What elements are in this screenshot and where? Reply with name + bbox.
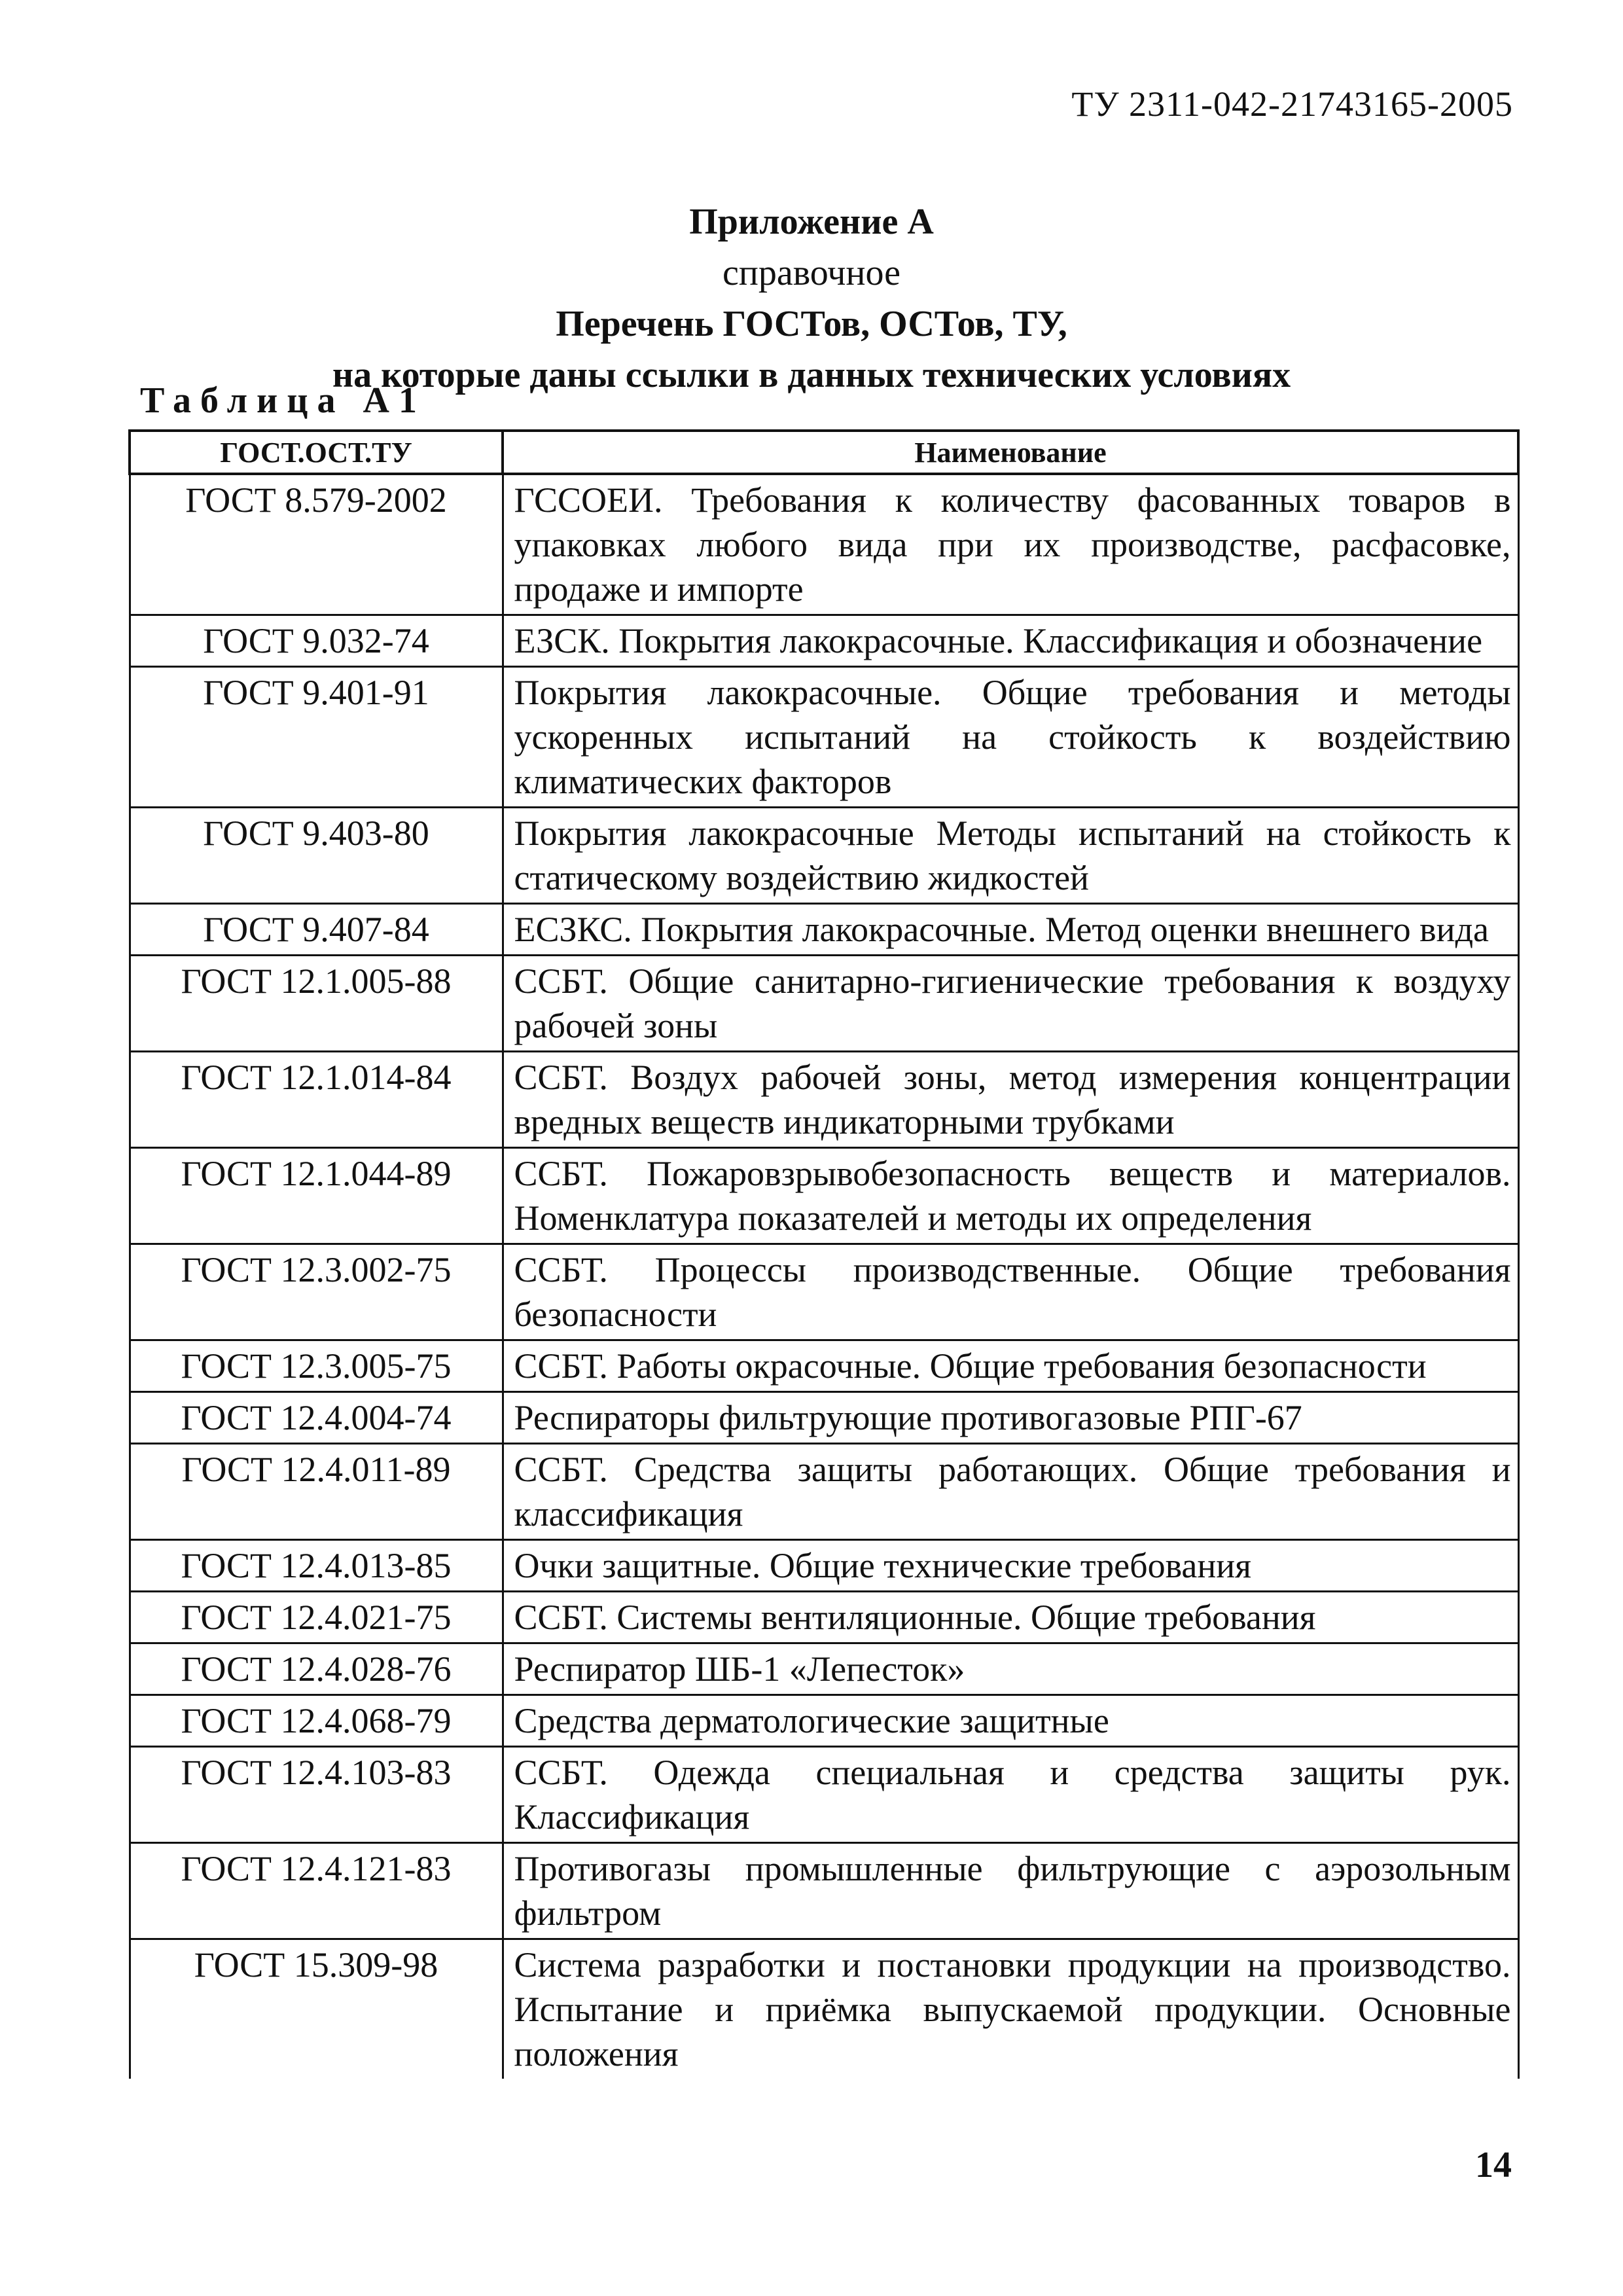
appendix-title: Приложение А — [689, 202, 934, 242]
standard-code: ГОСТ 12.4.021-75 — [130, 1592, 503, 1643]
table-row — [130, 1695, 1518, 1747]
table-label: Таблица А1 — [140, 380, 426, 421]
table-row — [130, 1540, 1518, 1592]
standard-code: ГОСТ 12.3.002-75 — [130, 1244, 503, 1340]
appendix-kind: справочное — [722, 253, 901, 293]
standard-name: ЕСЗКС. Покрытия лакокрасочные. Метод оценки внешнего вида — [503, 904, 1518, 956]
standard-name: ССБТ. Одежда специальная и средства защиты рук. Классификация — [503, 1747, 1518, 1843]
standard-name: Респиратор ШБ-1 «Лепесток» — [503, 1643, 1518, 1695]
list-title-line-1: Перечень ГОСТов, ОСТов, ТУ, — [556, 304, 1067, 344]
standard-code: ГОСТ 12.1.044-89 — [130, 1148, 503, 1244]
table-row — [130, 1148, 1518, 1244]
standard-name: ССБТ. Системы вентиляционные. Общие требования — [503, 1592, 1518, 1643]
standard-name: ГССОЕИ. Требования к количеству фасованных товаров в упаковках любого вида при их производстве, расфасовке, продаже и импорте — [503, 474, 1518, 615]
standard-code: ГОСТ 12.1.014-84 — [130, 1052, 503, 1148]
standard-name: ЕЗСК. Покрытия лакокрасочные. Классификация и обозначение — [503, 615, 1518, 667]
standard-name: Покрытия лакокрасочные. Общие требования и методы ускоренных испытаний на стойкость к воздействию климатических факторов — [503, 667, 1518, 808]
standard-code: ГОСТ 9.032-74 — [130, 615, 503, 667]
table-row — [130, 1939, 1518, 2079]
standard-code: ГОСТ 15.309-98 — [130, 1939, 503, 2079]
standard-code: ГОСТ 12.3.005-75 — [130, 1340, 503, 1392]
standard-name: ССБТ. Общие санитарно-гигиенические требования к воздуху рабочей зоны — [503, 956, 1518, 1052]
standard-name: Противогазы промышленные фильтрующие с аэрозольным фильтром — [503, 1843, 1518, 1939]
column-header-name: Наименование — [503, 431, 1518, 474]
column-header-code: ГОСТ.ОСТ.ТУ — [130, 431, 503, 474]
table-row — [130, 904, 1518, 956]
standard-name: Система разработки и постановки продукции на производство. Испытание и приёмка выпускаемой продукции. Основные положения — [503, 1939, 1518, 2079]
table-row — [130, 1444, 1518, 1540]
table-row — [130, 615, 1518, 667]
standard-code: ГОСТ 9.401-91 — [130, 667, 503, 808]
standard-code: ГОСТ 12.1.005-88 — [130, 956, 503, 1052]
standard-name: ССБТ. Воздух рабочей зоны, метод измерения концентрации вредных веществ индикаторными трубками — [503, 1052, 1518, 1148]
table-row — [130, 1244, 1518, 1340]
appendix-heading — [0, 196, 1623, 401]
standard-code: ГОСТ 12.4.103-83 — [130, 1747, 503, 1843]
table-body — [130, 474, 1518, 2079]
standard-code: ГОСТ 12.4.011-89 — [130, 1444, 503, 1540]
standard-name: ССБТ. Процессы производственные. Общие требования безопасности — [503, 1244, 1518, 1340]
document-code: ТУ 2311-042-21743165-2005 — [1071, 84, 1513, 124]
table-row — [130, 1592, 1518, 1643]
standard-code: ГОСТ 12.4.028-76 — [130, 1643, 503, 1695]
table-row — [130, 1052, 1518, 1148]
standard-code: ГОСТ 8.579-2002 — [130, 474, 503, 615]
standard-name: Покрытия лакокрасочные Методы испытаний на стойкость к статическому воздействию жидкостей — [503, 808, 1518, 904]
table-row — [130, 667, 1518, 808]
list-title-line-2: на которые даны ссылки в данных технических условиях — [332, 355, 1291, 395]
standard-name: Респираторы фильтрующие противогазовые РПГ-67 — [503, 1392, 1518, 1444]
table-row — [130, 474, 1518, 615]
table-row — [130, 956, 1518, 1052]
standard-code: ГОСТ 12.4.004-74 — [130, 1392, 503, 1444]
table-row — [130, 1392, 1518, 1444]
standard-name: ССБТ. Работы окрасочные. Общие требования безопасности — [503, 1340, 1518, 1392]
standard-code: ГОСТ 9.403-80 — [130, 808, 503, 904]
references-table — [128, 429, 1520, 2079]
standard-name: Средства дерматологические защитные — [503, 1695, 1518, 1747]
standard-code: ГОСТ 12.4.068-79 — [130, 1695, 503, 1747]
table-row — [130, 1747, 1518, 1843]
page-number: 14 — [1475, 2145, 1512, 2185]
standard-code: ГОСТ 12.4.013-85 — [130, 1540, 503, 1592]
table-row — [130, 1340, 1518, 1392]
standard-name: ССБТ. Пожаровзрывобезопасность веществ и материалов. Номенклатура показателей и методы их определения — [503, 1148, 1518, 1244]
table-row — [130, 808, 1518, 904]
standard-name: Очки защитные. Общие технические требования — [503, 1540, 1518, 1592]
standard-code: ГОСТ 9.407-84 — [130, 904, 503, 956]
table-header-row — [130, 431, 1518, 474]
standard-code: ГОСТ 12.4.121-83 — [130, 1843, 503, 1939]
table-row — [130, 1643, 1518, 1695]
standard-name: ССБТ. Средства защиты работающих. Общие требования и классификация — [503, 1444, 1518, 1540]
table-row — [130, 1843, 1518, 1939]
